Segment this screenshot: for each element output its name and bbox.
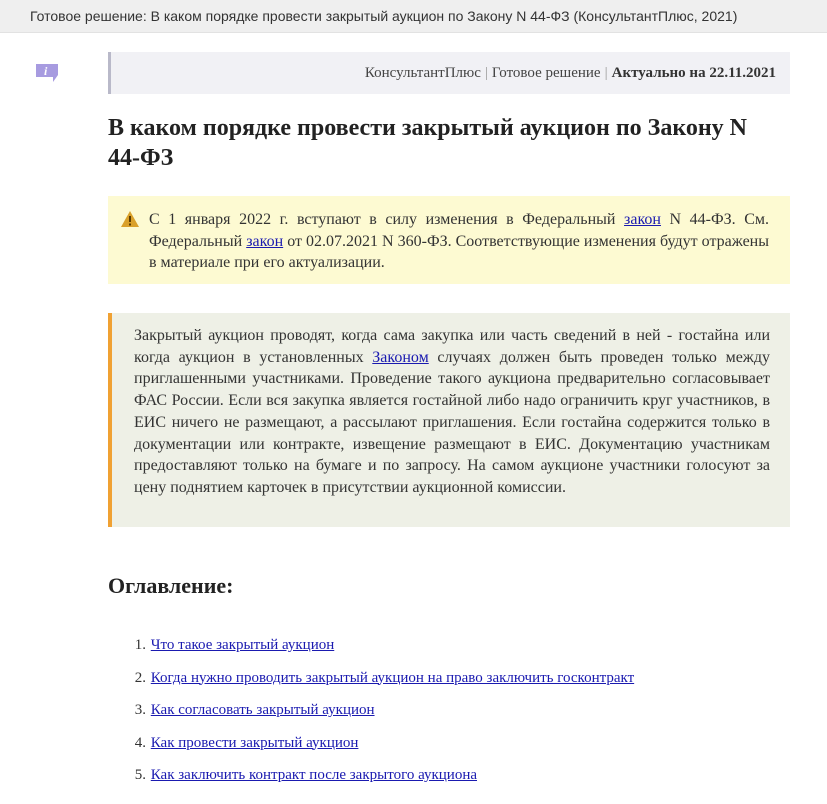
notice-text-part: С 1 января 2022 г. вступают в силу изменения в Федеральный [149, 211, 625, 228]
toc-link[interactable]: Что такое закрытый аукцион [150, 637, 335, 653]
summary-text-part: случаях должен быть проведен только между приглашенными участниками. Проведение такого аукциона предварительно согласовывает ФАС России. Если вся закупка является гостайной либо надо ограничить круг участников, в ЕИС ничего не размещают, а рассылают приглашения. Если гостайна содержится только в документации или контракте, извещение размещают в ЕИС. Документацию участникам предоставляют только на бумаге и по запросу. На самом аукционе участники голосуют за цену поднятием карточек в присутствии аукционной комиссии. [134, 348, 771, 496]
actual-date: Актуально на 22.11.2021 [611, 65, 776, 81]
window-title: Готовое решение: В каком порядке провести закрытый аукцион по Закону N 44-ФЗ (КонсультантПлюс, 2021) [0, 0, 827, 33]
toc-link[interactable]: Как провести закрытый аукцион [150, 734, 359, 751]
header-separator: | [604, 65, 608, 81]
warning-icon [120, 210, 140, 228]
toc-item [108, 730, 790, 763]
toc-number: 4. [134, 734, 146, 751]
header-separator: | [484, 65, 488, 81]
law-link[interactable]: закон [246, 232, 284, 250]
toc-link[interactable]: Как согласовать закрытый аукцион [150, 702, 375, 718]
toc-number: 3. [134, 702, 146, 718]
document-header [108, 52, 790, 94]
law-link[interactable]: Законом [372, 348, 429, 366]
summary-text [134, 325, 770, 499]
notice-text [149, 209, 769, 274]
toc-link[interactable]: Как заключить контракт после закрытого аукциона [150, 767, 478, 783]
toc-item [108, 665, 790, 698]
page-title: В каком порядке провести закрытый аукцион по Закону N 44-ФЗ [108, 115, 747, 171]
law-link[interactable]: закон [624, 211, 661, 228]
notice-text-part: N 44-ФЗ. См. Федеральный [149, 211, 770, 250]
summary-block [108, 313, 790, 527]
toc-item [108, 632, 790, 665]
summary-text-part: Закрытый аукцион проводят, когда сама закупка или часть сведений в ней - гостайна или когда аукцион в установленных [134, 327, 770, 366]
toc-number: 2. [134, 669, 146, 686]
toc-heading: Оглавление: [108, 573, 234, 598]
toc-number: 5. [134, 767, 146, 783]
toc-link[interactable]: Когда нужно проводить закрытый аукцион на право заключить госконтракт [150, 669, 635, 686]
notice-text-part: от 02.07.2021 N 360-ФЗ. Соответствующие изменения будут отражены в материале при его актуализации. [149, 232, 769, 271]
change-notice [108, 196, 790, 284]
toc-item [108, 762, 790, 795]
toc-number: 1. [134, 637, 146, 653]
svg-text:i: i [44, 64, 48, 78]
info-icon[interactable] [34, 62, 60, 84]
doc-type-label: Готовое решение [491, 65, 601, 81]
source-label: КонсультантПлюс [364, 65, 481, 81]
toc-item [108, 697, 790, 730]
table-of-contents [108, 632, 790, 795]
